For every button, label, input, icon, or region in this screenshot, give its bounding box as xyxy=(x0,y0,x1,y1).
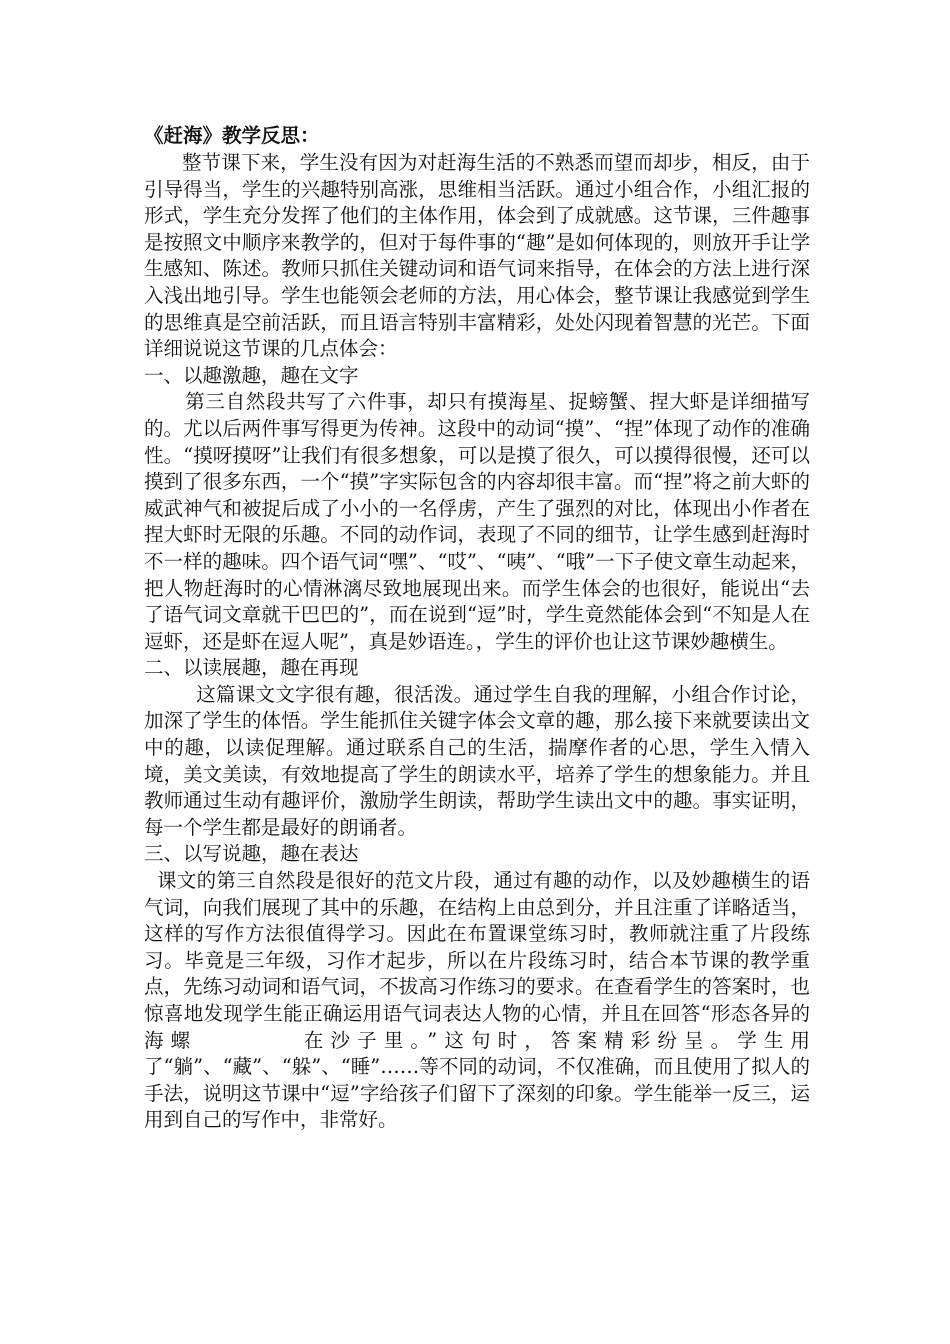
section-heading-2: 二、以读展趣，趣在再现 xyxy=(144,656,359,680)
document-page xyxy=(144,122,810,1134)
section-heading-1: 一、以趣激趣，趣在文字 xyxy=(144,363,359,387)
intro-paragraph: 整节课下来，学生没有因为对赶海生活的不熟悉而望而却步，相反，由于引导得当，学生的兴趣特别高涨，思维相当活跃。通过小组合作，小组汇报的形式，学生充分发挥了他们的主体作用，体会到了成就感。这节课，三件趣事是按照文中顺序来教学的，但对于每件事的“趣”是如何体现的，则放开手让学生感知、陈述。教师只抓住关键动词和语气词来指导，在体会的方法上进行深入浅出地引导。学生也能领会老师的方法，用心体会，整节课让我感觉到学生的思维真是空前活跃，而且语言特别丰富精彩，处处闪现着智慧的光芒。下面详细说说这节课的几点体会： xyxy=(144,151,810,361)
document-title: 《赶海》教学反思： xyxy=(144,124,320,147)
section-body-2: 这篇课文文字很有趣，很活泼。通过学生自我的理解，小组合作讨论，加深了学生的体悟。学生能抓住关键字体会文章的趣，那么接下来就要读出文中的趣，以读促理解。通过联系自己的生活，揣摩作者的心思，学生入情入境，美文美读，有效地提高了学生的朗读水平，培养了学生的想象能力。并且教师通过生动有趣评价，激励学生朗读，帮助学生读出文中的趣。事实证明，每一个学生都是最好的朗诵者。 xyxy=(144,682,810,839)
section-body-3: 课文的第三自然段是很好的范文片段，通过有趣的动作，以及妙趣横生的语气词，向我们展现了其中的乐趣，在结构上由总到分，并且注重了详略适当，这样的写作方法很值得学习。因此在布置课堂练习时，教师就注重了片段练习。毕竟是三年级，习作才起步，所以在片段练习时，结合本节课的教学重点，先练习动词和语气词，不拔高习作练习的要求。在查看学生的答案时，也惊喜地发现学生能正确运用语气词表达人物的心情，并且在回答“形态各异的海螺 在沙子里。”这句时，答案精彩纷呈。学生用了“躺”、“藏”、“躲”、“睡”……等不同的动词，不仅准确，而且使用了拟人的手法，说明这节课中“逗”字给孩子们留下了深刻的印象。学生能举一反三，运用到自己的写作中，非常好。 xyxy=(144,869,810,1132)
section-body-1: 第三自然段共写了六件事，却只有摸海星、捉螃蟹、捏大虾是详细描写的。尤以后两件事写得更为传神。这段中的动词“摸”、“捏”体现了动作的准确性。“摸呀摸呀”让我们有很多想象，可以是摸了很久，可以摸得很慢，还可以摸到了很多东西，一个“摸”字实际包含的内容却很丰富。而“捏”将之前大虾的威武神气和被捉后成了小小的一名俘虏，产生了强烈的对比，体现出小作者在捏大虾时无限的乐趣。不同的动作词，表现了不同的细节，让学生感到赶海时不一样的趣味。四个语气词“嘿”、“哎”、“咦”、“哦”一下子使文章生动起来，把人物赶海时的心情淋漓尽致地展现出来。而学生体会的也很好，能说出“去了语气词文章就干巴巴的”，而在说到“逗”时，学生竟然能体会到“不知是人在逗虾，还是虾在逗人呢”，真是妙语连。，学生的评价也让这节课妙趣横生。 xyxy=(144,390,810,653)
section-heading-3: 三、以写说趣，趣在表达 xyxy=(144,842,359,866)
